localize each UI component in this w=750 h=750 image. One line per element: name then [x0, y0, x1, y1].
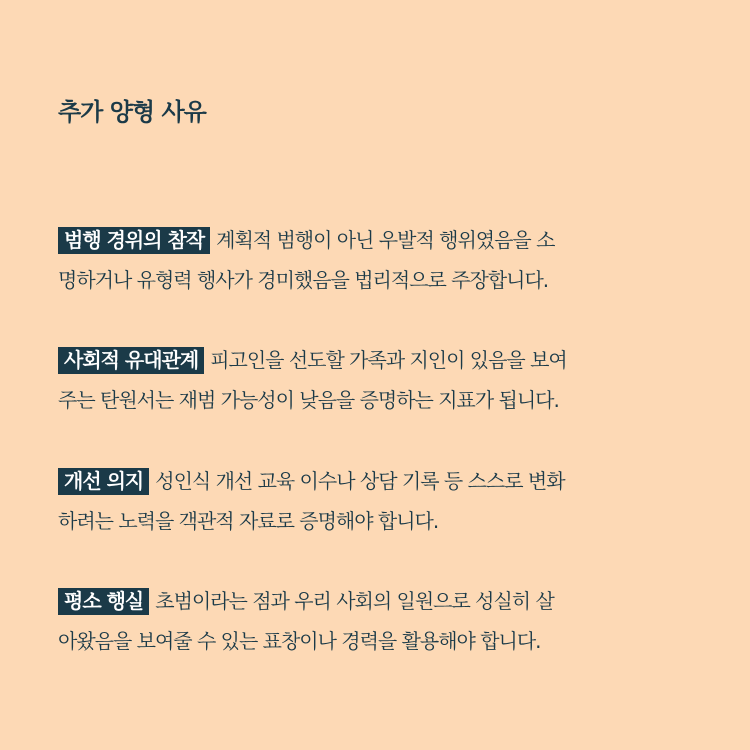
- section-text: 하려는 노력을 객관적 자료로 증명해야 합니다.: [58, 509, 439, 533]
- section-label: 평소 행실: [58, 588, 149, 615]
- section-text: 피고인을 선도할 가족과 지인이 있음을 보여: [210, 348, 567, 372]
- section-label: 개선 의지: [58, 468, 149, 495]
- section-line: [58, 581, 708, 621]
- page-title: 추가 양형 사유: [58, 98, 206, 126]
- section-will-to-improve: [58, 461, 708, 541]
- section-crime-circumstances: [58, 220, 708, 300]
- section-text: 명하거나 유형력 행사가 경미했음을 법리적으로 주장합니다.: [58, 268, 549, 292]
- section-text: 아왔음을 보여줄 수 있는 표창이나 경력을 활용해야 합니다.: [58, 629, 541, 653]
- section-text: 계획적 범행이 아닌 우발적 행위였음을 소: [216, 228, 555, 252]
- section-usual-conduct: [58, 581, 708, 661]
- section-text: 초범이라는 점과 우리 사회의 일원으로 성실히 살: [155, 589, 554, 613]
- section-label: 사회적 유대관계: [58, 347, 204, 374]
- section-social-ties: [58, 340, 708, 420]
- section-line: [58, 461, 708, 501]
- section-text: 성인식 개선 교육 이수나 상담 기록 등 스스로 변화: [155, 469, 565, 493]
- section-line: [58, 340, 708, 380]
- section-line: [58, 220, 708, 260]
- section-label: 범행 경위의 참작: [58, 227, 210, 254]
- section-text: 주는 탄원서는 재범 가능성이 낮음을 증명하는 지표가 됩니다.: [58, 388, 559, 412]
